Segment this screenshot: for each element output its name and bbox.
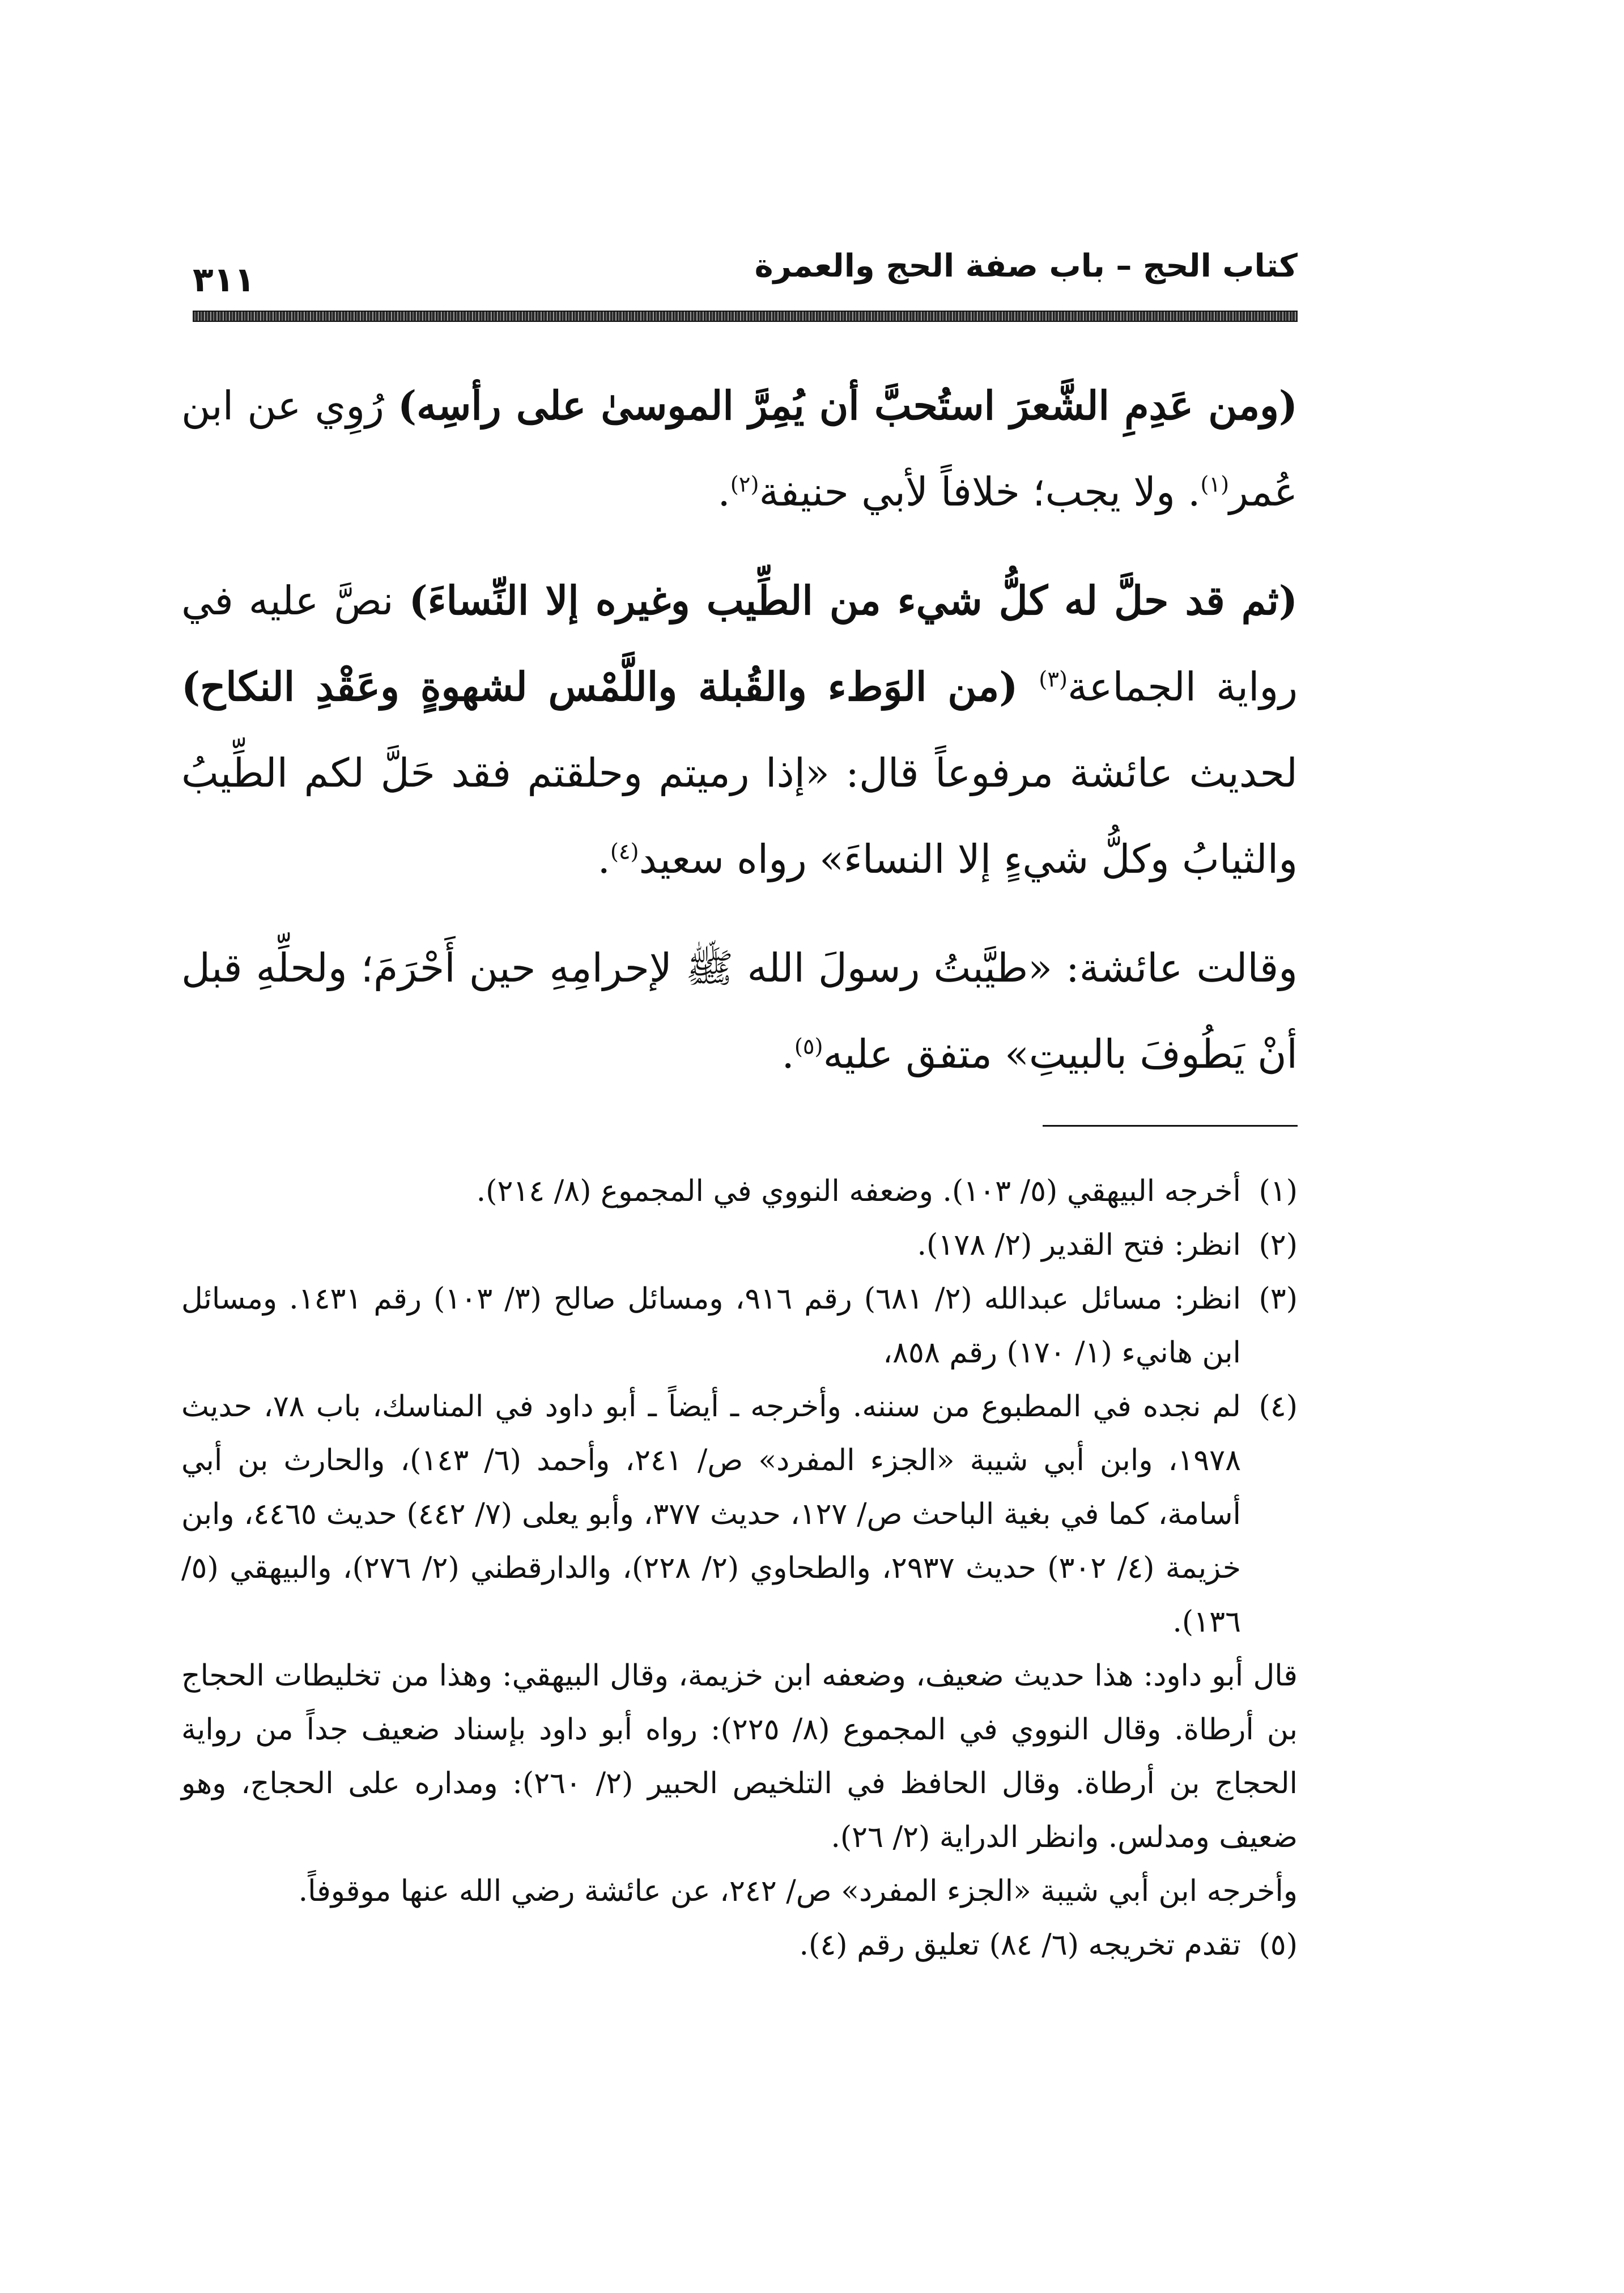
- commentary-text: رُوِي عن ابن عُمر: [181, 383, 1298, 515]
- page-header: [193, 244, 1298, 306]
- footnote-ref: (١): [1200, 472, 1230, 498]
- paragraph-1: [181, 363, 1298, 535]
- footnote-1: [181, 1165, 1298, 1218]
- matn-quote: (ومن عَدِمِ الشَّعرَ استُحبَّ أن يُمِرَّ الموسىٰ على رأسِه): [398, 382, 1298, 429]
- footnote-number: (٢): [1259, 1228, 1298, 1262]
- page-number: ٣١١: [193, 260, 255, 300]
- footnote-ref: (٥): [794, 1034, 823, 1060]
- footnote-3: [181, 1272, 1298, 1380]
- footnote-ref: (٢): [730, 472, 759, 498]
- footnote-separator: [1043, 1125, 1298, 1127]
- footnote-ref: (٤): [610, 839, 639, 865]
- running-title: كتاب الحج – باب صفة الحج والعمرة: [754, 248, 1298, 284]
- commentary-text: لحديث عائشة مرفوعاً قال: «إذا رميتم وحلقتم فقد حَلَّ لكم الطِّيبُ والثيابُ وكلُّ شيءٍ إلا النساءَ» رواه سعيد: [181, 750, 1298, 882]
- footnote-ref: (٣): [1039, 666, 1068, 693]
- footnote-number: (٣): [1259, 1282, 1298, 1316]
- footnote-4-continuation: وأخرجه ابن أبي شيبة «الجزء المفرد» ص/ ٢٤٢، عن عائشة رضي الله عنها موقوفاً.: [298, 1874, 1298, 1908]
- footnotes: [181, 1165, 1298, 1972]
- main-text: [181, 363, 1298, 1120]
- footnote-text: انظر: مسائل عبدالله (٢/ ٦٨١) رقم ٩١٦، ومسائل صالح (٣/ ١٠٣) رقم ١٤٣١. ومسائل ابن هانيء (١/ ١٧٠) رقم ٨٥٨،: [181, 1282, 1242, 1370]
- matn-quote: (ثم قد حلَّ له كلُّ شيء من الطِّيب وغيره إلا النِّساءَ): [409, 577, 1298, 624]
- commentary-text: .: [597, 836, 610, 882]
- commentary-text: .: [717, 469, 730, 515]
- paragraph-3: [181, 925, 1298, 1097]
- commentary-text: نصَّ عليه في رواية الجماعة: [181, 578, 1298, 710]
- footnote-number: (٥): [1259, 1928, 1298, 1962]
- footnote-number: (١): [1259, 1174, 1298, 1208]
- matn-quote: (من الوَطء والقُبلة واللَّمْس لشهوةٍ وعَقْدِ النكاح): [181, 663, 1039, 710]
- footnote-5: [181, 1918, 1298, 1972]
- footnote-2: [181, 1218, 1298, 1272]
- commentary-text: .: [781, 1031, 794, 1077]
- footnote-text: انظر: فتح القدير (٢/ ١٧٨).: [917, 1228, 1241, 1262]
- footnote-number: (٤): [1259, 1390, 1298, 1424]
- footnote-text: أخرجه البيهقي (٥/ ١٠٣). وضعفه النووي في المجموع (٨/ ٢١٤).: [476, 1174, 1241, 1208]
- footnote-4: [181, 1380, 1298, 1649]
- paragraph-2: [181, 558, 1298, 902]
- footnote-text: تقدم تخريجه (٦/ ٨٤) تعليق رقم (٤).: [799, 1928, 1241, 1962]
- footnote-4-continuation: قال أبو داود: هذا حديث ضعيف، وضعفه ابن خزيمة، وقال البيهقي: وهذا من تخليطات الحجاج بن أرطاة. وقال النووي في المجموع (٨/ ٢٢٥): رواه أبو داود بإسناد ضعيف جداً من رواية الحجاج بن أرطاة. وقال الحافظ في التلخيص الحبير (٢/ ٢٦٠): ومداره على الحجاج، وهو ضعيف ومدلس. وانظر الدراية (٢/ ٢٦).: [181, 1659, 1298, 1854]
- footnote-text: لم نجده في المطبوع من سننه. وأخرجه ـ أيضاً ـ أبو داود في المناسك، باب ٧٨، حديث ١٩٧٨، وابن أبي شيبة «الجزء المفرد» ص/ ٢٤١، وأحمد (٦/ ١٤٣)، والحارث بن أبي أسامة، كما في بغية الباحث ص/ ١٢٧، حديث ٣٧٧، وأبو يعلى (٧/ ٤٤٢) حديث ٤٤٦٥، وابن خزيمة (٤/ ٣٠٢) حديث ٢٩٣٧، والطحاوي (٢/ ٢٢٨)، والدارقطني (٢/ ٢٧٦)، والبيهقي (٥/ ١٣٦).: [181, 1390, 1242, 1639]
- header-rule: [193, 311, 1298, 322]
- commentary-text: وقالت عائشة: «طيَّبتُ رسولَ الله ﷺ لإحرامِهِ حين أَحْرَمَ؛ ولحلِّهِ قبل أنْ يَطُوفَ بالبيتِ» متفق عليه: [181, 945, 1298, 1077]
- commentary-text: . ولا يجب؛ خلافاً لأبي حنيفة: [759, 469, 1201, 515]
